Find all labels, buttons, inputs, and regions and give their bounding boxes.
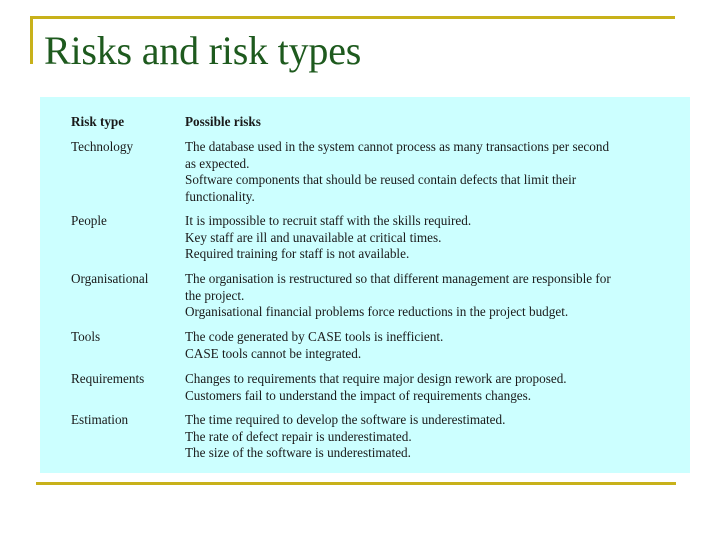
risk-line: Organisational financial problems force reductions in the project budget. — [185, 304, 569, 320]
bottom-divider — [36, 482, 676, 485]
risk-line: The rate of defect repair is underestimated. — [185, 428, 412, 444]
risk-type-estimation: Estimation — [71, 412, 129, 427]
risk-line: the project. — [185, 287, 245, 303]
risk-line: The size of the software is underestimated. — [185, 445, 411, 461]
risk-type-technology: Technology — [71, 139, 134, 154]
risk-type-organisational: Organisational — [71, 271, 149, 286]
risk-type-requirements: Requirements — [71, 371, 145, 386]
risk-line: Key staff are ill and unavailable at critical times. — [185, 229, 442, 245]
risk-line: Required training for staff is not available. — [185, 246, 410, 262]
risk-line: Software components that should be reused contain defects that limit their — [185, 172, 577, 188]
risk-line: The database used in the system cannot process as many transactions per second — [185, 139, 610, 154]
risk-line: Changes to requirements that require major design rework are proposed. — [185, 371, 567, 386]
risk-line: The organisation is restructured so that different management are responsible for — [185, 271, 611, 286]
risk-line: Customers fail to understand the impact of requirements changes. — [185, 387, 532, 403]
risk-line: The code generated by CASE tools is inefficient. — [185, 329, 444, 344]
slide-title: Risks and risk types — [44, 28, 362, 73]
risk-line: as expected. — [185, 155, 250, 171]
header-possible-risks: Possible risks — [185, 114, 261, 129]
header-risk-type: Risk type — [71, 114, 125, 129]
risk-line: CASE tools cannot be integrated. — [185, 345, 362, 361]
risk-types-table — [40, 97, 690, 473]
risk-line: The time required to develop the software is underestimated. — [185, 412, 506, 427]
top-divider — [30, 16, 675, 19]
risk-line: functionality. — [185, 188, 255, 204]
risk-type-people: People — [71, 213, 107, 228]
left-divider — [30, 16, 33, 64]
risk-line: It is impossible to recruit staff with the skills required. — [185, 213, 472, 228]
risk-type-tools: Tools — [71, 329, 101, 344]
